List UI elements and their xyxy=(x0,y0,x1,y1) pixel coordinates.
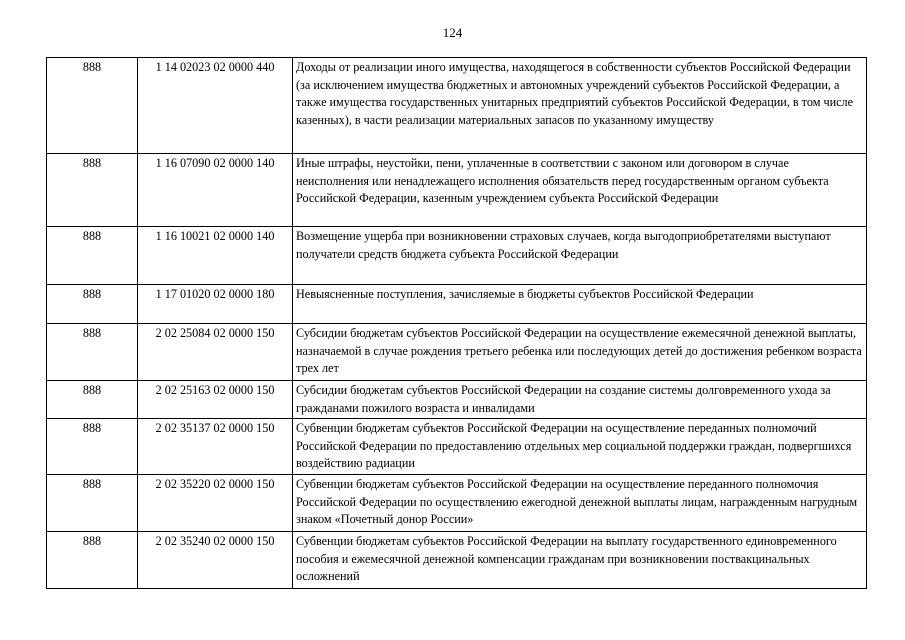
classification-code-cell: 2 02 35137 02 0000 150 xyxy=(138,419,293,475)
income-name-cell: Субсидии бюджетам субъектов Российской Федерации на осуществление ежемесячной денежной выплаты, назначаемой в случае рождения третьего ребенка или последующих детей до достижения ребенком возраста трех лет xyxy=(293,324,867,381)
admin-code-cell: 888 xyxy=(47,227,138,285)
table-row xyxy=(47,324,867,381)
income-name-cell: Субсидии бюджетам субъектов Российской Федерации на создание системы долговременного ухода за гражданами пожилого возраста и инвалидами xyxy=(293,381,867,419)
admin-code-cell: 888 xyxy=(47,419,138,475)
classification-code-cell: 2 02 35240 02 0000 150 xyxy=(138,532,293,589)
admin-code-cell: 888 xyxy=(47,154,138,227)
table-row xyxy=(47,381,867,419)
table-row xyxy=(47,58,867,154)
table-row xyxy=(47,285,867,324)
table-row xyxy=(47,154,867,227)
income-name-cell: Доходы от реализации иного имущества, находящегося в собственности субъектов Российской Федерации (за исключением имущества бюджетных и автономных учреждений субъектов Российской Федерации, а также имущества государственных унитарных предприятий субъектов Российской Федерации, в том числе казенных), в части реализации материальных запасов по указанному имуществу xyxy=(293,58,867,154)
income-name-cell: Субвенции бюджетам субъектов Российской Федерации на осуществление переданных полномочий Российской Федерации по предоставлению отдельных мер социальной поддержки граждан, подвергшихся воздействию радиации xyxy=(293,419,867,475)
income-name-cell: Субвенции бюджетам субъектов Российской Федерации на выплату государственного единовременного пособия и ежемесячной денежной компенсации гражданам при возникновении поствакцинальных осложнений xyxy=(293,532,867,589)
income-name-cell: Субвенции бюджетам субъектов Российской Федерации на осуществление переданного полномочия Российской Федерации по осуществлению ежегодной денежной выплаты лицам, награжденным нагрудным знаком «Почетный донор России» xyxy=(293,475,867,532)
classification-code-cell: 1 16 10021 02 0000 140 xyxy=(138,227,293,285)
classification-code-cell: 1 17 01020 02 0000 180 xyxy=(138,285,293,324)
classification-code-cell: 1 16 07090 02 0000 140 xyxy=(138,154,293,227)
table-row xyxy=(47,419,867,475)
page-number: 124 xyxy=(442,25,463,40)
admin-code-cell: 888 xyxy=(47,324,138,381)
admin-code-cell: 888 xyxy=(47,475,138,532)
admin-code-cell: 888 xyxy=(47,381,138,419)
table-row xyxy=(47,532,867,589)
income-name-cell: Возмещение ущерба при возникновении страховых случаев, когда выгодоприобретателями выступают получатели средств бюджета субъекта Российской Федерации xyxy=(293,227,867,285)
classification-code-cell: 2 02 25163 02 0000 150 xyxy=(138,381,293,419)
classification-code-cell: 1 14 02023 02 0000 440 xyxy=(138,58,293,154)
admin-code-cell: 888 xyxy=(47,532,138,589)
classification-code-cell: 2 02 35220 02 0000 150 xyxy=(138,475,293,532)
table-row xyxy=(47,475,867,532)
income-name-cell: Иные штрафы, неустойки, пени, уплаченные в соответствии с законом или договором в случае неисполнения или ненадлежащего исполнения обязательств перед государственным органом субъекта Российской Федерации, казенным учреждением субъекта Российской Федерации xyxy=(293,154,867,227)
admin-code-cell: 888 xyxy=(47,285,138,324)
income-name-cell: Невыясненные поступления, зачисляемые в бюджеты субъектов Российской Федерации xyxy=(293,285,867,324)
budget-classification-table xyxy=(46,57,867,589)
table-row xyxy=(47,227,867,285)
admin-code-cell: 888 xyxy=(47,58,138,154)
classification-code-cell: 2 02 25084 02 0000 150 xyxy=(138,324,293,381)
